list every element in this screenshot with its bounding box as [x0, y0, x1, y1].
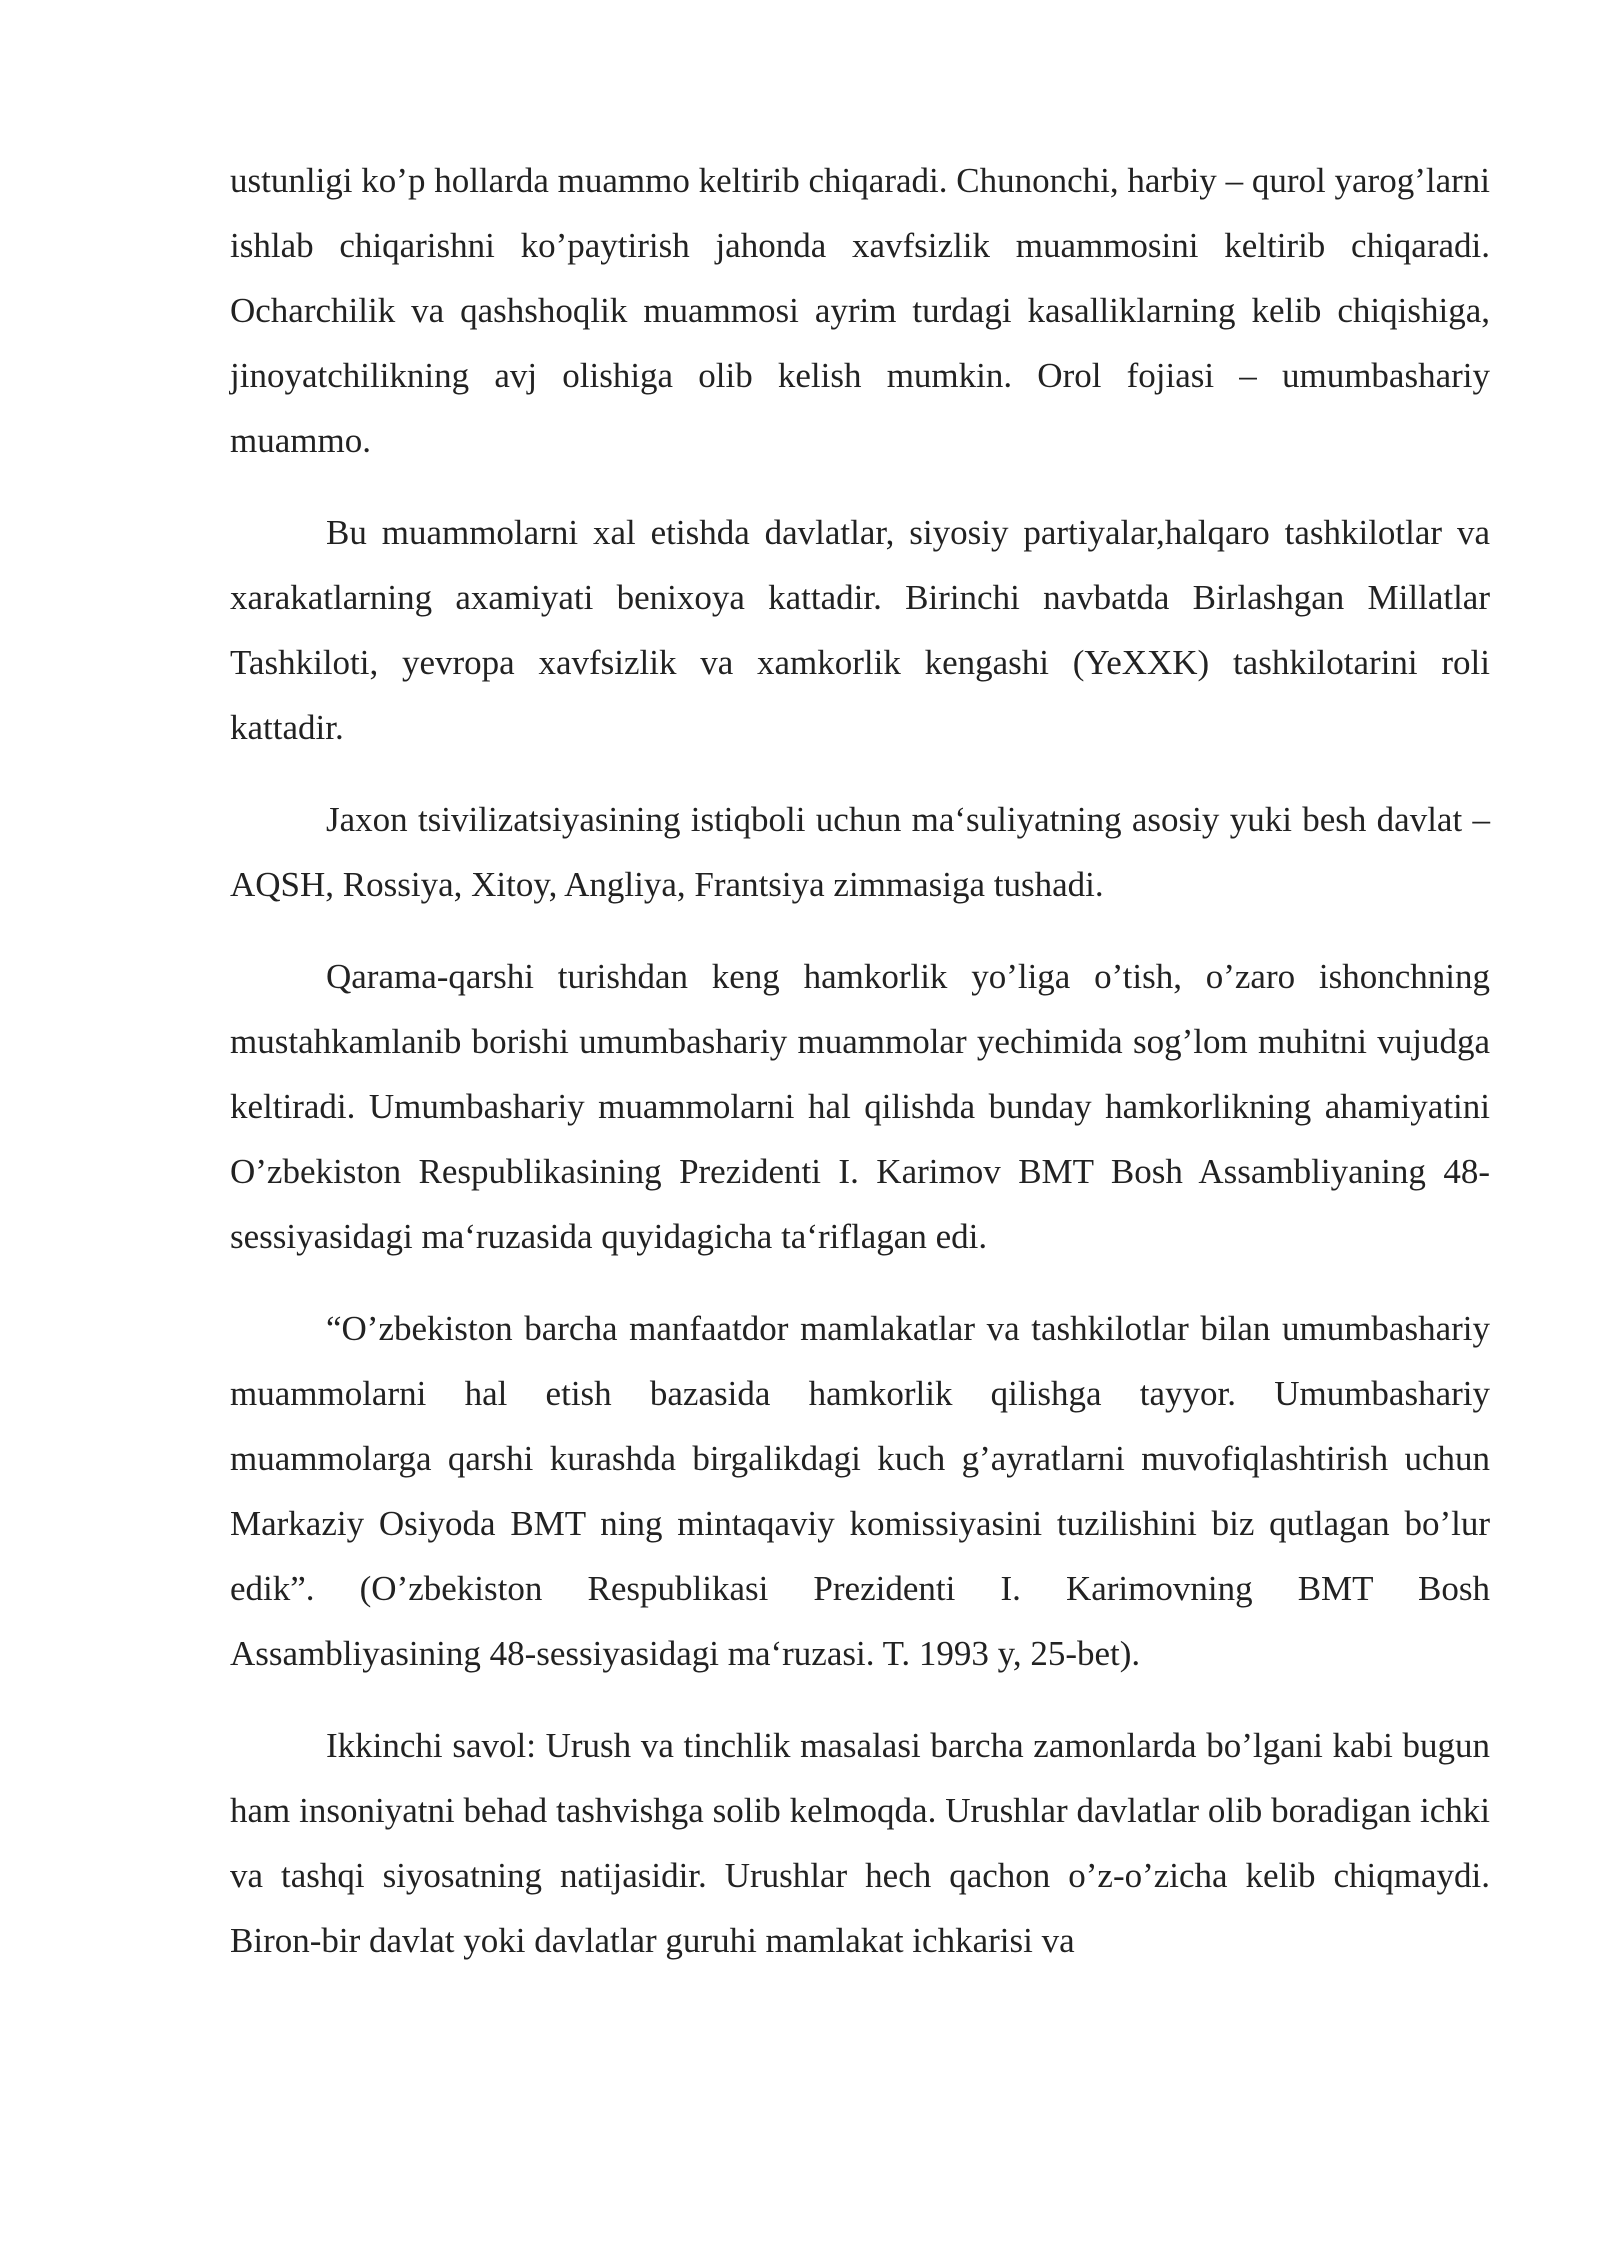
paragraph-continuation: ustunligi ko’p hollarda muammo keltirib chiqaradi. Chunonchi, harbiy – qurol yarog’larni ishlab chiqarishni ko’paytirish jahonda xavfsizlik muammosini keltirib chiqaradi. Ocharchilik va qashshoqlik muammosi ayrim turdagi kasalliklarning kelib chiqishiga, jinoyatchilikning avj olishiga olib kelish mumkin. Orol fojiasi – umumbashariy muammo. — [230, 161, 1490, 460]
paragraph-second-question: Ikkinchi savol: Urush va tinchlik masalasi barcha zamonlarda bo’lgani kabi bugun ham insoniyatni behad tashvishga solib kelmoqda. Urushlar davlatlar olib boradigan ichki va tashqi siyosatning natijasidir. Urushlar hech qachon o’z-o’zicha kelib chiqmaydi. Biron-bir davlat yoki davlatlar guruhi mamlakat ichkarisi va — [230, 1726, 1490, 1960]
document-body — [230, 148, 1490, 2000]
paragraph-five-states: Jaxon tsivilizatsiyasining istiqboli uchun ma‘suliyatning asosiy yuki besh davlat – AQSH, Rossiya, Xitoy, Angliya, Frantsiya zimmasiga tushadi. — [230, 800, 1490, 904]
paragraph-organizations: Bu muammolarni xal etishda davlatlar, siyosiy partiyalar,halqaro tashkilotlar va xarakatlarning axamiyati benixoya kattadir. Birinchi navbatda Birlashgan Millatlar Tashkiloti, yevropa xavfsizlik va xamkorlik kengashi (YeXXK) tashkilotarini roli kattadir. — [230, 513, 1490, 747]
paragraph-quote: “O’zbekiston barcha manfaatdor mamlakatlar va tashkilotlar bilan umumbashariy muammolarni hal etish bazasida hamkorlik qilishga tayyor. Umumbashariy muammolarga qarshi kurashda birgalikdagi kuch g’ayratlarni muvofiqlashtirish uchun Markaziy Osiyoda BMT ning mintaqaviy komissiyasini tuzilishini biz qutlagan bo’lur edik”. (O’zbekiston Respublikasi Prezidenti I. Karimovning BMT Bosh Assambliyasining 48-sessiyasidagi ma‘ruzasi. T. 1993 y, 25-bet). — [230, 1309, 1490, 1673]
paragraph-cooperation: Qarama-qarshi turishdan keng hamkorlik yo’liga o’tish, o’zaro ishonchning mustahkamlanib borishi umumbashariy muammolar yechimida sog’lom muhitni vujudga keltiradi. Umumbashariy muammolarni hal qilishda bunday hamkorlikning ahamiyatini O’zbekiston Respublikasining Prezidenti I. Karimov BMT Bosh Assambliyaning 48-sessiyasidagi ma‘ruzasida quyidagicha ta‘riflagan edi. — [230, 957, 1490, 1256]
